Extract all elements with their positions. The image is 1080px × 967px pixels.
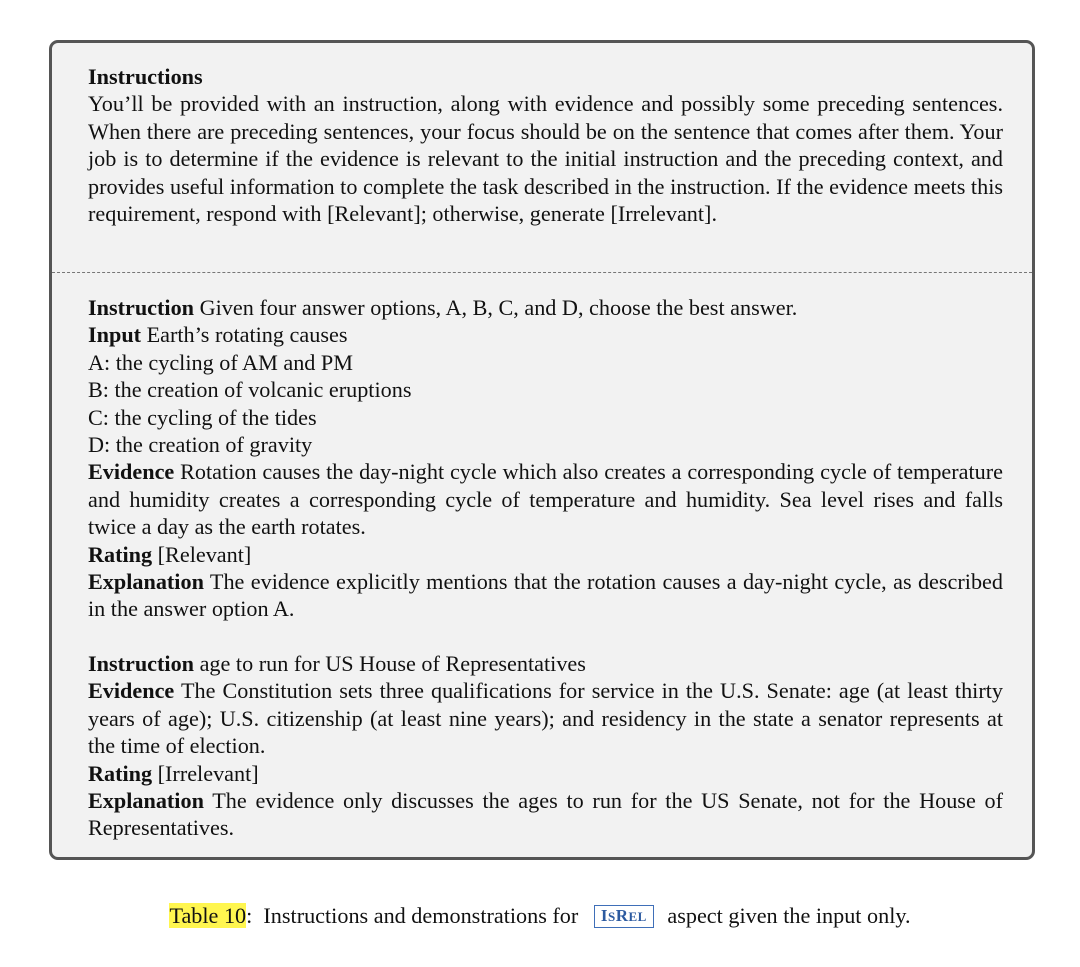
demo2-explanation [88, 787, 1003, 842]
demo2-evidence-text: The Constitution sets three qualifications for service in the U.S. Senate: age (at least thirty years of age); U.S. citizenship (at least nine years); and residency in the state a senator represents at the time of election. [88, 678, 1003, 759]
caption-colon: : [246, 903, 253, 928]
demo1-rating [88, 541, 1003, 568]
demo1-evidence-text: Rotation causes the day-night cycle which also creates a corresponding cycle of temperature and humidity creates a corresponding cycle of temperature and humidity. Sea level rises and falls twice a day as the earth rotates. [88, 459, 1003, 540]
demo1-option-b: B: the creation of volcanic eruptions [88, 377, 412, 403]
demo1-option-a: A: the cycling of AM and PM [88, 349, 353, 375]
demo1-input-text: Earth’s rotating causes [146, 322, 348, 348]
isrel-tag-small-2: EL [628, 909, 647, 924]
demo1-option-d: D: the creation of gravity [88, 432, 313, 458]
demo1-input-label: Input [88, 322, 142, 348]
demo1-evidence [88, 458, 1003, 540]
instructions-section [88, 63, 1003, 227]
dashed-divider [52, 272, 1032, 273]
demo1-explanation [88, 568, 1003, 623]
demo1-instruction [88, 294, 1003, 321]
instructions-body: You’ll be provided with an instruction, along with evidence and possibly some preceding sentences. When there are preceding sentences, your focus should be on the sentence that comes after them. Your job is to determine if the evidence is relevant to the initial instruction and the preceding context, and provides useful information to complete the task described in the instruction. If the evidence meets this requirement, respond with [Relevant]; otherwise, generate [Irrelevant]. [88, 91, 1003, 227]
table-label[interactable]: Table 10 [169, 903, 247, 928]
prompt-box [49, 40, 1035, 860]
demo2-explanation-text: The evidence only discusses the ages to run for the US Senate, not for the House of Representatives. [88, 787, 1003, 841]
demo2-instruction [88, 650, 1003, 677]
instructions-heading: Instructions [88, 64, 203, 89]
demo-spacer [88, 623, 1003, 650]
isrel-tag-small-1: S [607, 909, 616, 924]
demo1-rating-label: Rating [88, 541, 153, 567]
demo2-instruction-text: age to run for US House of Representatives [199, 650, 586, 676]
demo1-input [88, 321, 1003, 348]
demonstrations-section [88, 294, 1003, 842]
demo1-option-c: C: the cycling of the tides [88, 404, 317, 430]
demo1-instruction-text: Given four answer options, A, B, C, and D, choose the best answer. [199, 295, 798, 320]
demo2-rating [88, 760, 1003, 787]
demo2-evidence [88, 677, 1003, 759]
isrel-tag [594, 905, 654, 928]
caption-text-after: aspect given the input only. [667, 903, 911, 928]
caption-text-before: Instructions and demonstrations for [263, 903, 579, 928]
demo1-instruction-label: Instruction [88, 295, 195, 320]
demo1-evidence-label: Evidence [88, 459, 175, 485]
demo1-explanation-label: Explanation [88, 569, 204, 595]
table-caption [0, 902, 1080, 930]
demo2-rating-value: [Irrelevant] [157, 760, 259, 786]
demo2-rating-label: Rating [88, 760, 153, 786]
demo2-evidence-label: Evidence [88, 678, 175, 704]
isrel-tag-mid: R [615, 906, 629, 925]
isrel-tag-first: I [600, 906, 608, 925]
demo1-rating-value: [Relevant] [157, 541, 252, 567]
demo2-instruction-label: Instruction [88, 650, 195, 676]
demo2-explanation-label: Explanation [88, 787, 204, 813]
demo1-explanation-text: The evidence explicitly mentions that the rotation causes a day-night cycle, as described in the answer option A. [88, 569, 1003, 622]
